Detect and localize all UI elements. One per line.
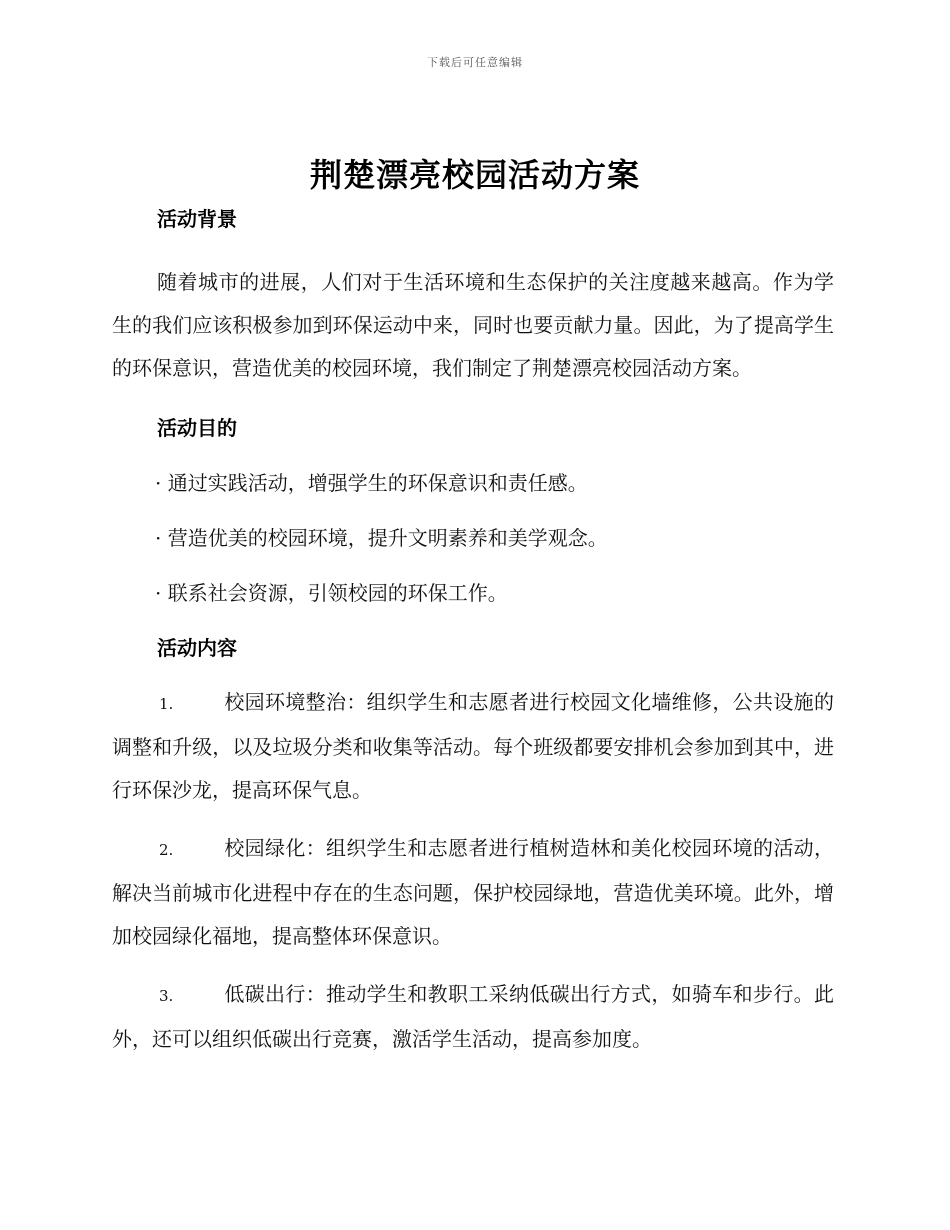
section-heading-content: 活动内容: [157, 636, 237, 660]
content-item-2: [112, 827, 834, 958]
item-text: 校园环境整治：组织学生和志愿者进行校园文化墙维修，公共设施的调整和升级，以及垃圾分类和收集等活动。每个班级都要安排机会参加到其中，进行环保沙龙，提高环保气息。: [112, 690, 834, 802]
item-number: 2.: [159, 841, 174, 859]
document-title: 荆楚漂亮校园活动方案: [309, 156, 640, 194]
item-number: 3.: [159, 987, 174, 1005]
item-number: 1.: [159, 695, 174, 713]
document-body: [112, 204, 834, 1061]
item-text: 低碳出行：推动学生和教职工采纳低碳出行方式，如骑车和步行。此外，还可以组织低碳出行竞赛，激活学生活动，提高参加度。: [112, 982, 834, 1051]
content-item-3: [112, 973, 834, 1061]
header-note: 下载后可任意编辑: [427, 56, 523, 69]
purpose-item: · 联系社会资源，引领校园的环保工作。: [155, 581, 508, 605]
item-text: 校园绿化：组织学生和志愿者进行植树造林和美化校园环境的活动，解决当前城市化进程中存在的生态问题，保护校园绿地，营造优美环境。此外，增加校园绿化福地，提高整体环保意识。: [112, 836, 834, 948]
section-heading-purpose: 活动目的: [157, 416, 237, 440]
purpose-item: · 通过实践活动，增强学生的环保意识和责任感。: [155, 471, 588, 495]
content-item-1: [112, 681, 834, 812]
background-paragraph: 随着城市的进展，人们对于生活环境和生态保护的关注度越来越高。作为学生的我们应该积极参加到环保运动中来，同时也要贡献力量。因此，为了提高学生的环保意识，营造优美的校园环境，我们制定了荆楚漂亮校园活动方案。: [112, 270, 834, 380]
section-heading-background: 活动背景: [157, 207, 237, 231]
purpose-item: · 营造优美的校园环境，提升文明素养和美学观念。: [155, 526, 608, 550]
